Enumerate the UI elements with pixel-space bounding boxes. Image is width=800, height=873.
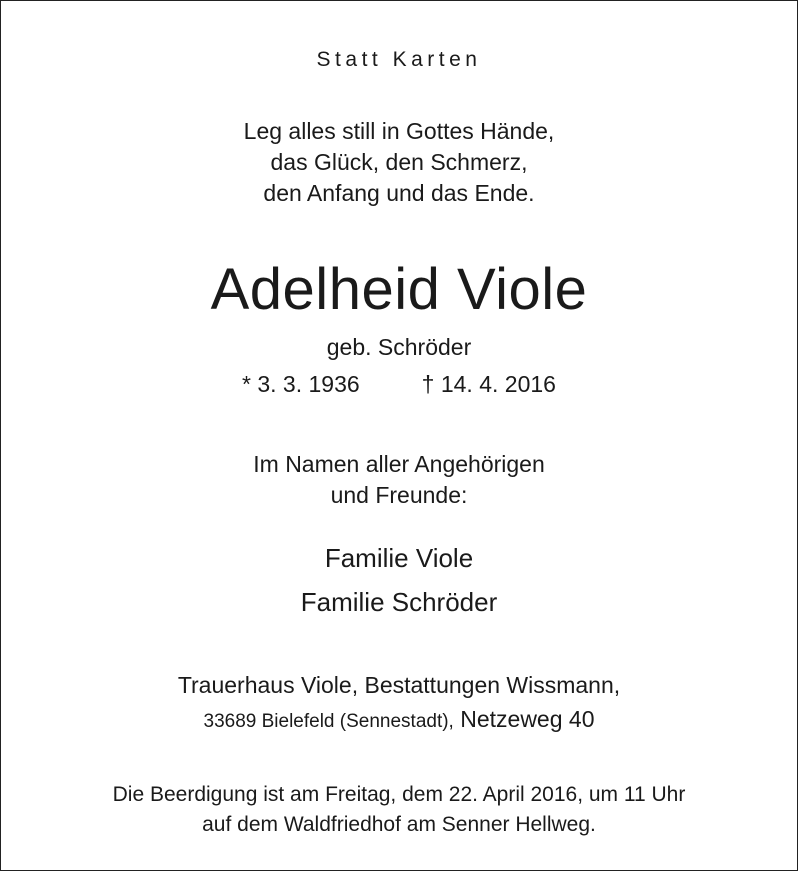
mourners-intro-line: Im Namen aller Angehörigen: [253, 451, 545, 477]
statt-karten-text: Statt Karten: [316, 48, 482, 71]
burial-line: auf dem Waldfriedhof am Senner Hellweg.: [202, 813, 596, 836]
mourners-intro-line: und Freunde:: [330, 482, 468, 508]
funeral-home-street: Netzeweg 40: [460, 706, 595, 732]
birth-date: * 3. 3. 1936: [242, 371, 360, 397]
death-date: † 14. 4. 2016: [421, 371, 556, 397]
funeral-home-name: Trauerhaus Viole, Bestattungen Wissmann,: [177, 672, 621, 698]
statt-karten-heading: [1, 46, 797, 74]
family-list: [1, 536, 797, 624]
burial-line: Die Beerdigung ist am Freitag, dem 22. April 2016, um 11 Uhr: [112, 783, 686, 806]
birth-name: [1, 332, 797, 362]
deceased-name: [1, 255, 797, 325]
life-dates: [1, 369, 797, 399]
funeral-home-city: 33689 Bielefeld (Sennestadt),: [203, 711, 454, 732]
poem-line: das Glück, den Schmerz,: [270, 149, 528, 175]
funeral-home-address: [1, 668, 797, 739]
funeral-home-street-line: [1, 702, 797, 739]
family-name: Familie Viole: [324, 543, 474, 573]
deceased-name-text: Adelheid Viole: [210, 257, 588, 322]
poem: [1, 116, 797, 209]
mourners-intro: [1, 449, 797, 511]
poem-line: den Anfang und das Ende.: [263, 180, 535, 206]
burial-info: [1, 780, 797, 840]
family-name: Familie Schröder: [300, 587, 498, 617]
poem-line: Leg alles still in Gottes Hände,: [243, 118, 555, 144]
birth-name-text: geb. Schröder: [326, 334, 472, 360]
